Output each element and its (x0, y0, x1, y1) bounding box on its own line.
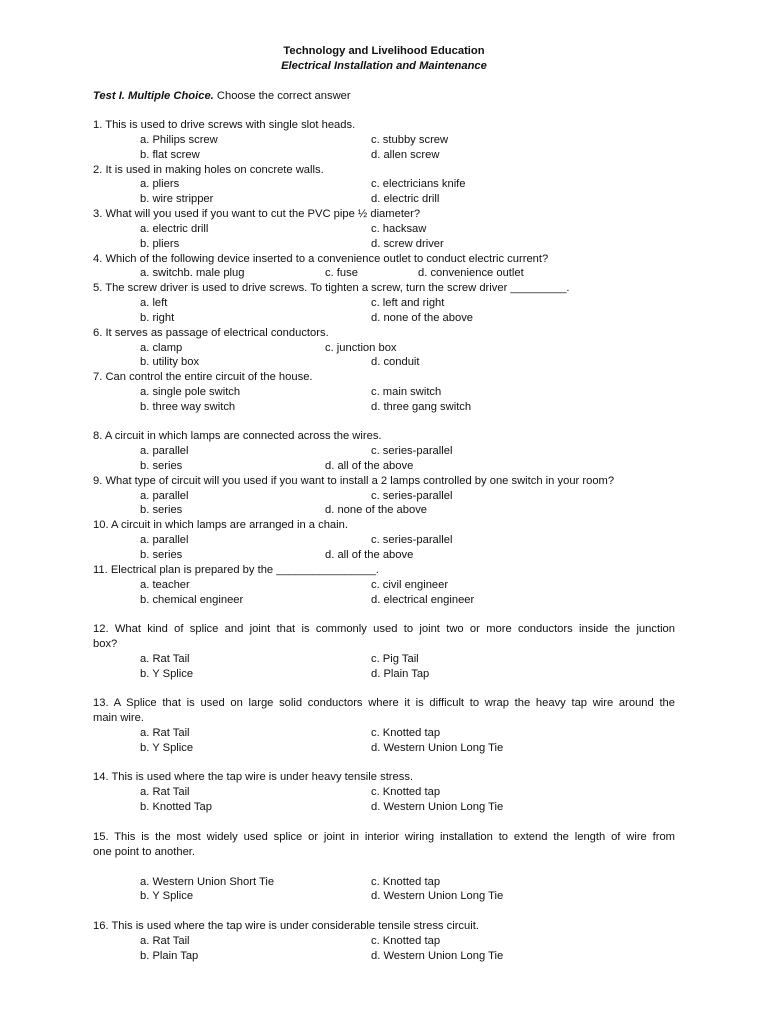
question-9-option-b: b. series (140, 504, 183, 516)
question-1-option-a: a. Philips screw (140, 134, 218, 146)
question-15-option-b: b. Y Splice (140, 890, 194, 902)
question-12-option-a: a. Rat Tail (140, 653, 190, 665)
question-16-option-a: a. Rat Tail (140, 935, 190, 947)
question-4-text: 4. Which of the following device inserted to a convenience outlet to conduct electric current? (93, 253, 549, 265)
question-12-text: 12. What kind of splice and joint that is commonly used to joint two or more conductors inside the junction (93, 623, 675, 635)
question-5-option-c: c. left and right (371, 297, 445, 309)
question-14-text: 14. This is used where the tap wire is under heavy tensile stress. (93, 771, 414, 783)
question-2-option-d: d. electric drill (371, 193, 440, 205)
question-9-option-c: c. series-parallel (371, 490, 453, 502)
question-1-option-d: d. allen screw (371, 149, 440, 161)
question-3-option-c: c. hacksaw (371, 223, 427, 235)
question-11-option-c: c. civil engineer (371, 579, 449, 591)
question-13-text-continued: main wire. (93, 712, 144, 724)
question-11-option-b: b. chemical engineer (140, 594, 244, 606)
test-label: Test I. Multiple Choice. (93, 90, 214, 102)
question-13-option-c: c. Knotted tap (371, 727, 441, 739)
question-14-option-b: b. Knotted Tap (140, 801, 212, 813)
question-2-option-b: b. wire stripper (140, 193, 214, 205)
question-15-option-d: d. Western Union Long Tie (371, 890, 504, 902)
question-16-option-d: d. Western Union Long Tie (371, 950, 504, 962)
question-16-text: 16. This is used where the tap wire is under considerable tensile stress circuit. (93, 920, 479, 932)
question-8-option-a: a. parallel (140, 445, 189, 457)
question-12-text-continued: box? (93, 638, 118, 650)
question-12-option-b: b. Y Splice (140, 668, 194, 680)
question-10-option-d: d. all of the above (325, 549, 414, 561)
question-7-option-b: b. three way switch (140, 401, 236, 413)
question-16-option-b: b. Plain Tap (140, 950, 199, 962)
question-8-option-b: b. series (140, 460, 183, 472)
page-subtitle: Electrical Installation and Maintenance (281, 60, 487, 72)
question-10-text: 10. A circuit in which lamps are arranged in a chain. (93, 519, 348, 531)
question-15-option-a: a. Western Union Short Tie (140, 876, 275, 888)
question-4-option-d: d. convenience outlet (418, 267, 524, 279)
question-3-option-d: d. screw driver (371, 238, 444, 250)
question-4-option-a: a. switchb. male plug (140, 267, 245, 279)
question-10-option-b: b. series (140, 549, 183, 561)
question-7-option-d: d. three gang switch (371, 401, 472, 413)
question-6-option-a: a. clamp (140, 342, 183, 354)
question-7-option-c: c. main switch (371, 386, 442, 398)
question-2-text: 2. It is used in making holes on concrete walls. (93, 164, 324, 176)
question-12-option-c: c. Pig Tail (371, 653, 419, 665)
question-3-option-b: b. pliers (140, 238, 180, 250)
question-12-option-d: d. Plain Tap (371, 668, 430, 680)
question-14-option-c: c. Knotted tap (371, 786, 441, 798)
question-14-option-a: a. Rat Tail (140, 786, 190, 798)
question-6-option-b: b. utility box (140, 356, 200, 368)
test-heading (93, 89, 351, 104)
question-6-option-c: c. junction box (325, 342, 397, 354)
question-9-option-d: d. none of the above (325, 504, 428, 516)
question-8-option-c: c. series-parallel (371, 445, 453, 457)
question-11-text: 11. Electrical plan is prepared by the ________________. (93, 564, 379, 576)
question-5-text: 5. The screw driver is used to drive screws. To tighten a screw, turn the screw driver _________. (93, 282, 570, 294)
test-instruction: Choose the correct answer (216, 90, 351, 102)
question-9-option-a: a. parallel (140, 490, 189, 502)
question-1-text: 1. This is used to drive screws with single slot heads. (93, 119, 356, 131)
question-2-option-c: c. electricians knife (371, 178, 466, 190)
question-6-text: 6. It serves as passage of electrical conductors. (93, 327, 329, 339)
question-9-text: 9. What type of circuit will you used if you want to install a 2 lamps controlled by one switch in your room? (93, 475, 615, 487)
question-10-option-c: c. series-parallel (371, 534, 453, 546)
question-1-option-b: b. flat screw (140, 149, 200, 161)
question-15-text-continued: one point to another. (93, 846, 196, 858)
question-8-option-d: d. all of the above (325, 460, 414, 472)
question-13-option-a: a. Rat Tail (140, 727, 190, 739)
question-3-text: 3. What will you used if you want to cut the PVC pipe ½ diameter? (93, 208, 421, 220)
question-10-option-a: a. parallel (140, 534, 189, 546)
question-7-option-a: a. single pole switch (140, 386, 241, 398)
question-3-option-a: a. electric drill (140, 223, 209, 235)
question-5-option-d: d. none of the above (371, 312, 474, 324)
question-15-text: 15. This is the most widely used splice or joint in interior wiring installation to extend the length of wire from (93, 831, 675, 843)
question-13-option-b: b. Y Splice (140, 742, 194, 754)
page-title: Technology and Livelihood Education (283, 45, 485, 57)
question-11-option-d: d. electrical engineer (371, 594, 475, 606)
question-5-option-a: a. left (140, 297, 168, 309)
question-7-text: 7. Can control the entire circuit of the house. (93, 371, 313, 383)
question-15-option-c: c. Knotted tap (371, 876, 441, 888)
question-11-option-a: a. teacher (140, 579, 190, 591)
question-13-text: 13. A Splice that is used on large solid conductors where it is difficult to wrap the heavy tap wire around the (93, 697, 675, 709)
question-2-option-a: a. pliers (140, 178, 180, 190)
question-5-option-b: b. right (140, 312, 175, 324)
question-1-option-c: c. stubby screw (371, 134, 449, 146)
question-4-option-c: c. fuse (325, 267, 358, 279)
question-6-option-d: d. conduit (371, 356, 420, 368)
question-8-text: 8. A circuit in which lamps are connected across the wires. (93, 430, 382, 442)
question-13-option-d: d. Western Union Long Tie (371, 742, 504, 754)
question-16-option-c: c. Knotted tap (371, 935, 441, 947)
question-14-option-d: d. Western Union Long Tie (371, 801, 504, 813)
